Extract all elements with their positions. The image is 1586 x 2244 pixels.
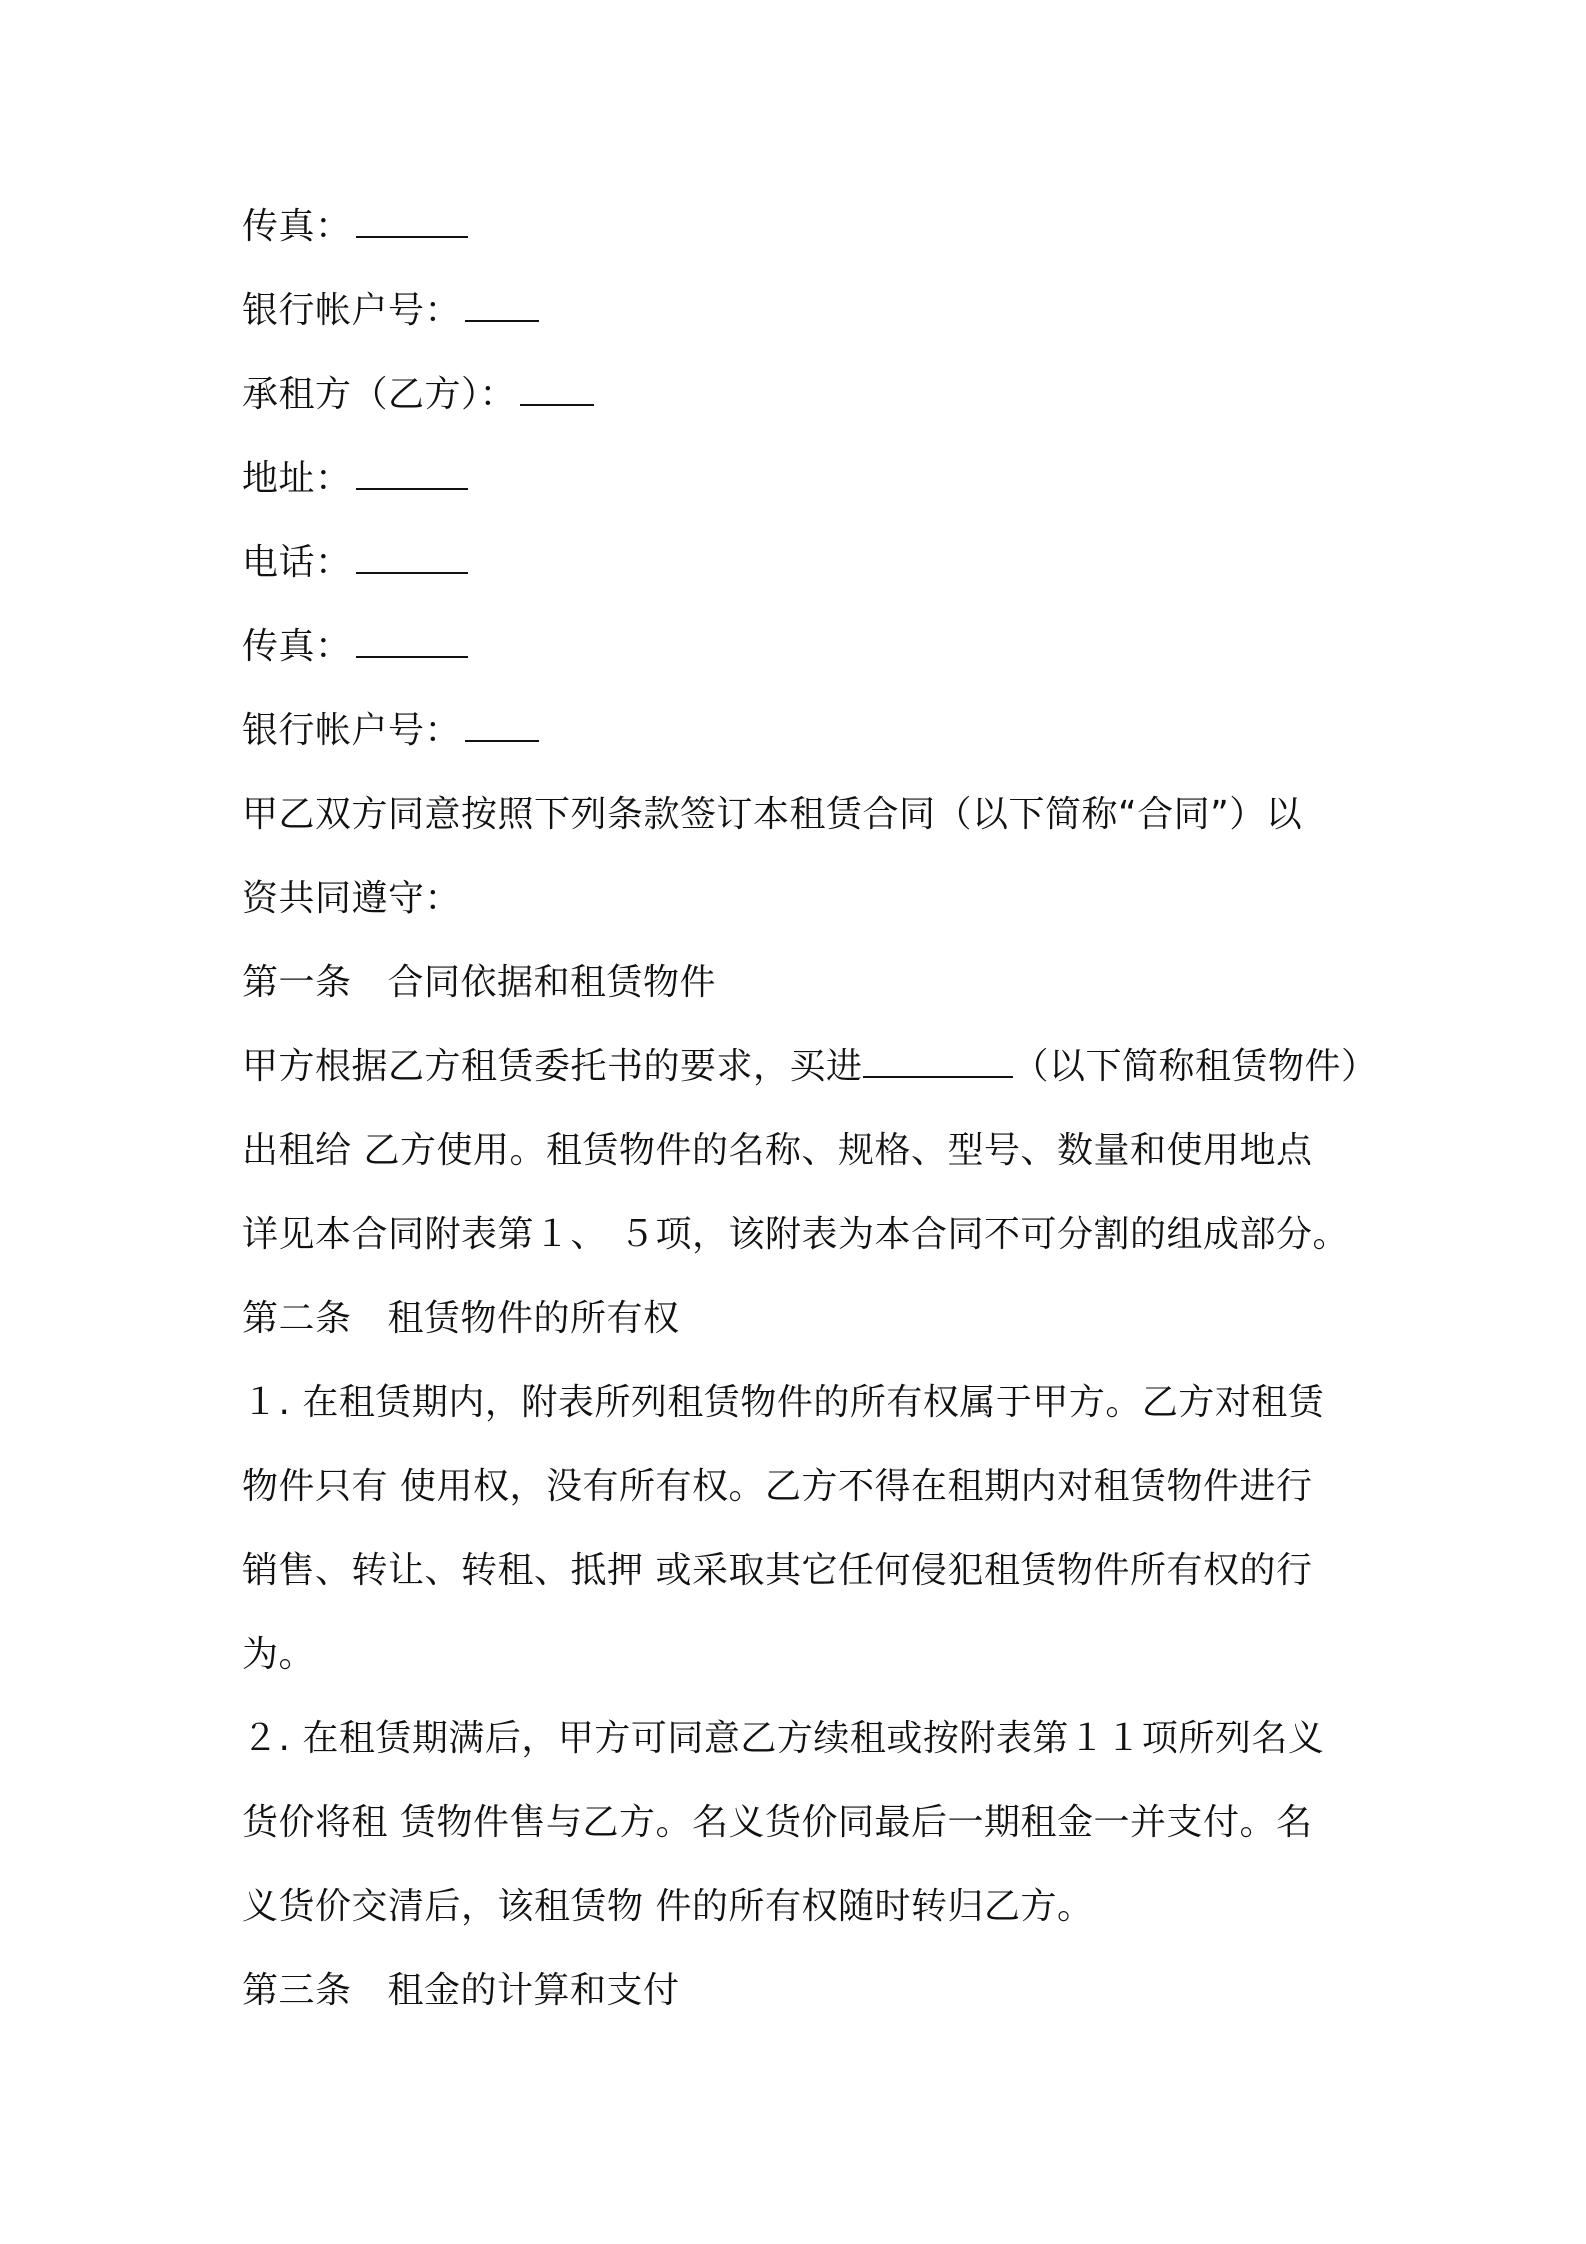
article-1-line-2: 出租给 乙方使用。租赁物件的名称、规格、型号、数量和使用地点 [242, 1130, 1313, 1171]
preamble-line-1: 甲乙双方同意按照下列条款签订本租赁合同（以下简称“合同”）以 [242, 794, 1303, 835]
article-title: 租赁物件的所有权 [387, 1298, 680, 1339]
lessor-fax-line [242, 203, 468, 251]
article-1-line-1 [242, 1043, 1378, 1091]
lessor-bank-account-line [242, 287, 539, 335]
field-label: 承租方（乙方）： [242, 374, 517, 415]
article-title: 租金的计算和支付 [387, 1970, 680, 2011]
field-label: 传真： [242, 206, 352, 247]
text-segment: 甲方根据乙方租赁委托书的要求，买进 [242, 1046, 863, 1087]
article-2-clause-2-line-3: 义货价交清后，该租赁物 件的所有权随时转归乙方。 [242, 1886, 1094, 1927]
bank-account-blank [465, 710, 539, 742]
field-label: 银行帐户号： [242, 710, 462, 751]
article-number: 第三条 [242, 1970, 352, 2011]
article-number: 第二条 [242, 1298, 352, 1339]
article-2-clause-1-line-3: 销售、转让、转租、抵押 或采取其它任何侵犯租赁物件所有权的行 [242, 1550, 1313, 1591]
field-label: 电话： [242, 542, 352, 583]
article-title: 合同依据和租赁物件 [387, 962, 717, 1003]
article-2-clause-1-line-4: 为。 [242, 1634, 316, 1675]
field-label: 传真： [242, 626, 352, 667]
lessee-fax-line [242, 623, 468, 671]
phone-blank [356, 542, 468, 574]
address-blank [356, 458, 468, 490]
lessee-phone-line [242, 539, 468, 587]
preamble-line-2: 资共同遵守： [242, 878, 462, 919]
field-label: 地址： [242, 458, 352, 499]
lessee-name-blank [520, 374, 594, 406]
article-1-line-3: 详见本合同附表第１、 ５项，该附表为本合同不可分割的组成部分。 [242, 1214, 1349, 1255]
article-2-clause-2-line-1: ２. 在租赁期满后，甲方可同意乙方续租或按附表第１１项所列名义 [242, 1718, 1325, 1759]
text-segment: （以下简称租赁物件） [1012, 1046, 1378, 1087]
field-label: 银行帐户号： [242, 290, 462, 331]
article-3-heading [242, 1967, 680, 2015]
article-2-heading [242, 1295, 680, 1343]
lessee-party-line [242, 371, 594, 419]
lessee-bank-account-line [242, 707, 539, 755]
article-1-heading [242, 959, 716, 1007]
equipment-blank [863, 1046, 1013, 1078]
bank-account-blank [465, 290, 539, 322]
fax-blank [356, 206, 468, 238]
lessee-address-line [242, 455, 468, 503]
fax-blank [356, 626, 468, 658]
article-2-clause-2-line-2: 货价将租 赁物件售与乙方。名义货价同最后一期租金一并支付。名 [242, 1802, 1313, 1843]
article-2-clause-1-line-2: 物件只有 使用权，没有所有权。乙方不得在租期内对租赁物件进行 [242, 1466, 1313, 1507]
article-2-clause-1-line-1: １. 在租赁期内，附表所列租赁物件的所有权属于甲方。乙方对租赁 [242, 1382, 1325, 1423]
article-number: 第一条 [242, 962, 352, 1003]
